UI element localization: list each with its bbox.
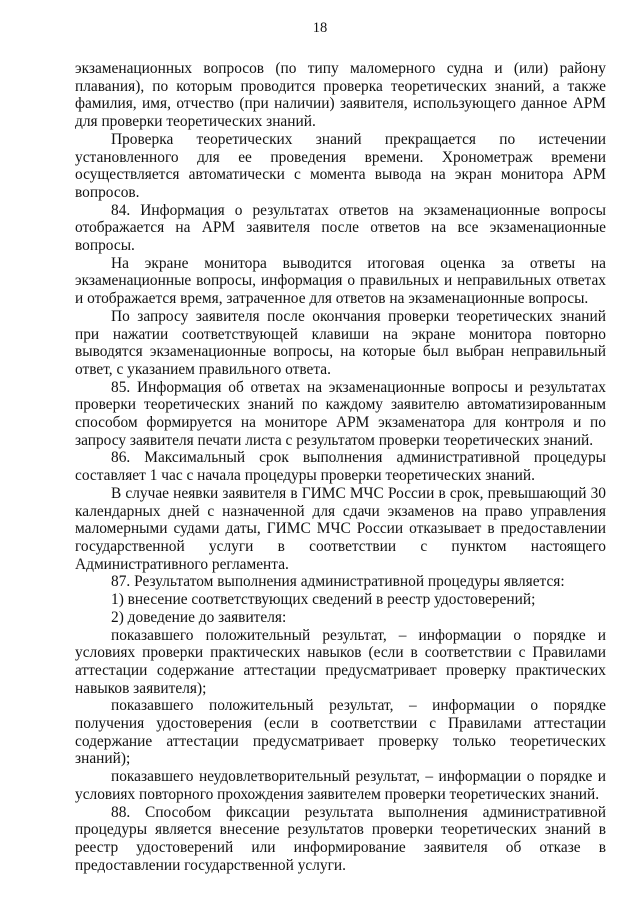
sub-item-repeat-exam: показавшего неудовлетворительный результат, – информации о порядке и условиях повторного прохождения заявителем проверки теоретических знаний. <box>75 768 606 803</box>
page-number: 18 <box>312 20 328 36</box>
sub-item-practical-skills: показавшего положительный результат, – информации о порядке и условиях проверки практических навыков (если в соответствии с Правилами аттестации содержание аттестации предусматривает проверку практических навыков заявителя); <box>75 626 606 697</box>
paragraph-85: 85. Информация об ответах на экзаменационные вопросы и результатах проверки теоретических знаний по каждому заявителю автоматизированным способом формируется на мониторе АРМ экзаменатора для контроля и по запросу заявителя печати листа с результатом проверки теоретических знаний. <box>75 378 606 449</box>
paragraph-time-limit: Проверка теоретических знаний прекращается по истечении установленного для ее проведения времени. Хронометраж времени осуществляется автоматически с момента вывода на экран монитора АРМ вопросов. <box>75 130 606 201</box>
paragraph-84: 84. Информация о результатах ответов на экзаменационные вопросы отображается на АРМ заявителя после ответов на все экзаменационные вопросы. <box>75 201 606 255</box>
paragraph-repeat-questions: По запросу заявителя после окончания проверки теоретических знаний при нажатии соответствующей клавиши на экране монитора повторно выводятся экзаменационные вопросы, на которые был выбран неправильный ответ, с указанием правильного ответа. <box>75 307 606 378</box>
document-body <box>75 60 606 874</box>
sub-item-certificate-receipt: показавшего положительный результат, – информации о порядке получения удостоверения (если в соответствии с Правилами аттестации содержание аттестации предусматривает проверку только теоретических знаний); <box>75 697 606 768</box>
paragraph-no-show: В случае неявки заявителя в ГИМС МЧС России в срок, превышающий 30 календарных дней с назначенной для сдачи экзаменов на право управления маломерными судами даты, ГИМС МЧС России отказывает в предоставлении государственной услуги в соответствии с пунктом настоящего Административного регламента. <box>75 484 606 573</box>
paragraph-87: 87. Результатом выполнения административной процедуры является: <box>111 573 565 591</box>
list-item-2: 2) доведение до заявителя: <box>111 608 287 626</box>
paragraph-continuation: экзаменационных вопросов (по типу маломерного судна и (или) району плавания), по которым проводится проверка теоретических знаний, а также фамилия, имя, отчество (при наличии) заявителя, использующего данное АРМ для проверки теоретических знаний. <box>75 60 606 131</box>
paragraph-88: 88. Способом фиксации результата выполнения административной процедуры является внесение результатов проверки теоретических знаний в реестр удостоверений или информирование заявителя об отказе в предоставлении государственной услуги. <box>75 803 606 874</box>
paragraph-86: 86. Максимальный срок выполнения административной процедуры составляет 1 час с начала процедуры проверки теоретических знаний. <box>75 449 606 485</box>
paragraph-monitor-results: На экране монитора выводится итоговая оценка за ответы на экзаменационные вопросы, информация о правильных и неправильных ответах и отображается время, затраченное для ответов на экзаменационные вопросы. <box>75 254 606 308</box>
list-item-1: 1) внесение соответствующих сведений в реестр удостоверений; <box>111 591 536 609</box>
